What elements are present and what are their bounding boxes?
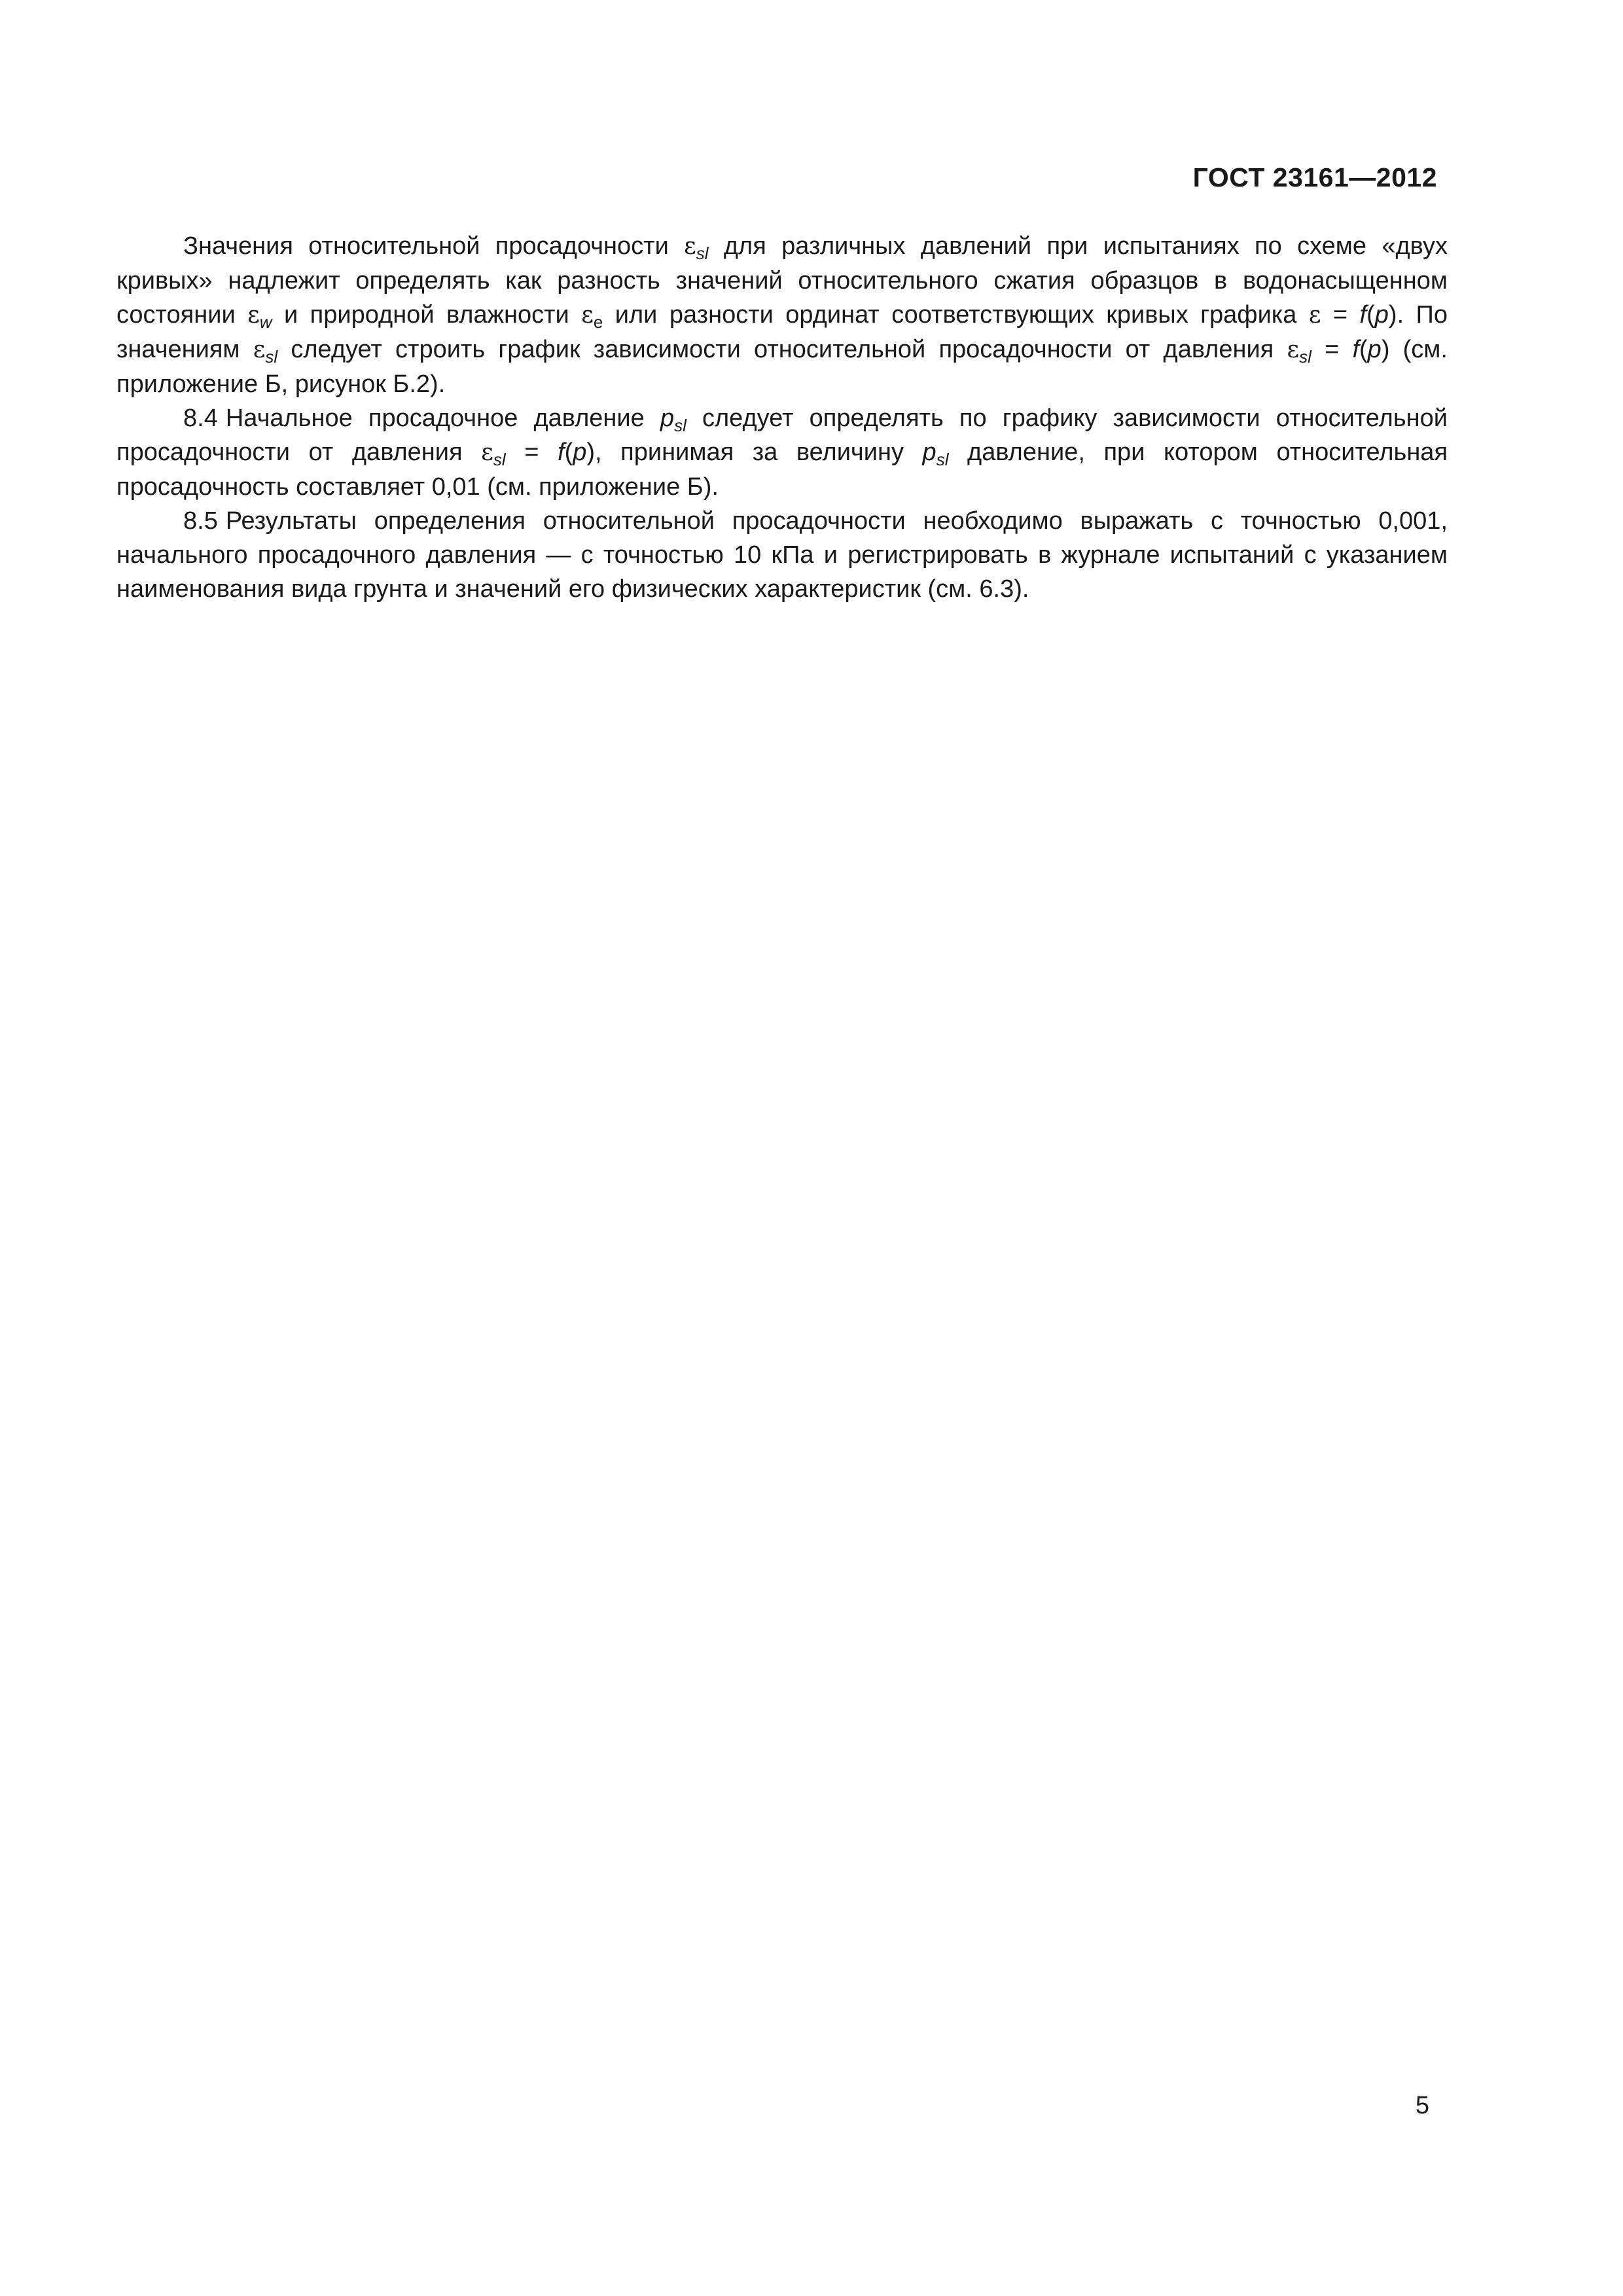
paragraph-8-5-results-recording: 8.5 Результаты определения относительной просадочности необходимо выражать с точностью 0,001, начального просадочного давления — с точностью 10 кПа и регистрировать в журнале испытаний с указанием наименования вида грунта и значений его физических характеристик (см. 6.3). [116,507,1448,603]
paragraph-relative-subsidence-values: Значения относительной просадочности $\varepsilon_{sl}$ для различных давлений при испытаниях по схеме «двух кривых» надлежит определять как разность значений относительного сжатия образцов в водонасыщенном состоянии $\varepsilon_w$ и природной влажности $\varepsilon_e$ или разности ординат соответствующих кривых графика ε = f(p). По значениям $\varepsilon_{sl}$ следует строить график зависимости относительной просадочности от давления $\varepsilon_{sl} = f(p)$ (см. приложение Б, рисунок Б.2). [116,232,1448,398]
body-text [116,229,1448,606]
standard-code-header: ГОСТ 23161—2012 [1192,162,1437,192]
clause-number: 8.5 [183,507,218,535]
page-number: 5 [1415,2092,1429,2119]
symbol-epsilon: ε [247,302,260,329]
symbol-epsilon: ε [1308,302,1321,329]
symbol-epsilon: ε [481,439,493,466]
clause-number: 8.4 [183,404,218,432]
paragraph-8-4-initial-subsidence-pressure: 8.4 Начальное просадочное давление $p_{sl}$ следует определять по графику зависимости относительной просадочности от давления $\varepsilon_{sl} = f(p)$, принимая за величину $p_{sl}$ давление, при котором относительная просадочность составляет 0,01 (см. приложение Б). [116,404,1448,501]
symbol-epsilon: ε [253,336,266,363]
symbol-epsilon: ε [684,233,696,260]
symbol-epsilon: ε [581,302,594,329]
symbol-epsilon: ε [1287,336,1300,363]
